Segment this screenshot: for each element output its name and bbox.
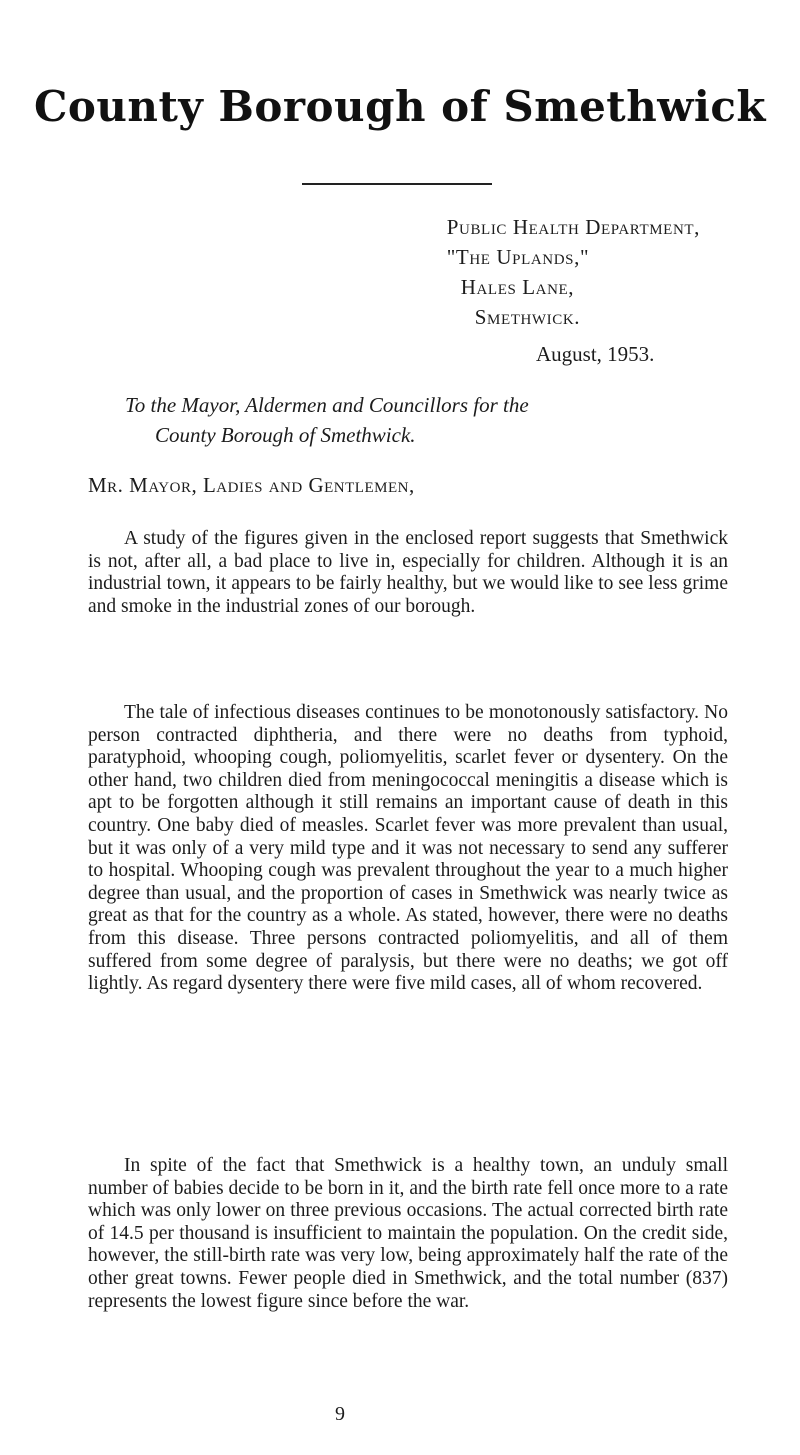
greeting: Mr. Mayor, Ladies and Gentlemen, xyxy=(88,473,415,497)
address-line-department: Public Health Department, xyxy=(446,215,700,239)
address-line-building: "The Uplands," xyxy=(446,245,590,269)
addressee-block xyxy=(125,390,725,450)
address-line-street: Hales Lane, xyxy=(460,275,575,299)
title-divider xyxy=(302,183,492,185)
addressee-line-1: To the Mayor, Aldermen and Councillors for the xyxy=(125,393,529,417)
sender-address xyxy=(447,212,700,332)
addressee-line-2: County Borough of Smethwick. xyxy=(155,423,416,447)
body-paragraph: A study of the figures given in the enclosed report suggests that Smethwick is not, after all, a bad place to live in, especially for children. Although it is an industrial town, it appears to be fairly healthy, but we would like to see less grime and smoke in the industrial zones of our borough. xyxy=(88,528,728,617)
body-paragraph: In spite of the fact that Smethwick is a healthy town, an unduly small number of babies decide to be born in it, and the birth rate fell once more to a rate which was only lower on three previous occasions. The actual corrected birth rate of 14.5 per thousand is insufficient to maintain the population. On the credit side, however, the still-birth rate was very low, being approximately half the rate of the other great towns. Fewer people died in Smethwick, and the total number (837) represents the lowest figure since before the war. xyxy=(88,1155,728,1312)
page-title: County Borough of Smethwick xyxy=(33,82,767,131)
letter-date: August, 1953. xyxy=(536,342,655,366)
page-number: 9 xyxy=(335,1403,345,1425)
body-paragraph: The tale of infectious diseases continues to be monotonously satisfactory. No person contracted diphtheria, and there were no deaths from typhoid, paratyphoid, whooping cough, poliomyelitis, scarlet fever or dysentery. On the other hand, two children died from meningococcal meningitis a disease which is apt to be forgotten although it still remains an important cause of death in this country. One baby died of measles. Scarlet fever was more prevalent than usual, but it was only of a very mild type and it was not necessary to send any sufferer to hospital. Whooping cough was prevalent throughout the year to a much higher degree than usual, and the proportion of cases in Smethwick was nearly twice as great as that for the country as a whole. As stated, however, there were no deaths from this disease. Three persons contracted poliomyelitis, and all of them suffered from some degree of paralysis, but there were no deaths; we got off lightly. As regard dysentery there were five mild cases, all of whom recovered. xyxy=(88,702,728,995)
address-line-town: Smethwick. xyxy=(474,305,581,329)
